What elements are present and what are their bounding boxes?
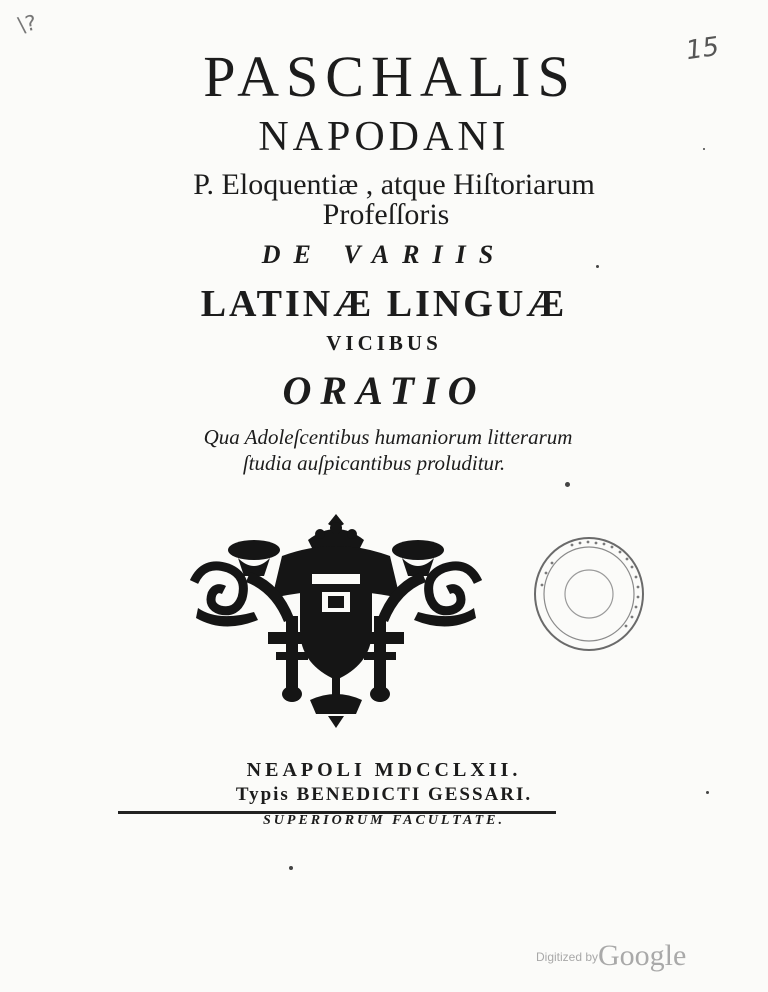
ink-speck [703,148,705,150]
ink-speck [706,791,709,794]
ink-speck [596,265,599,268]
heraldic-coat-of-arms-icon [190,512,482,728]
digitized-by-label: Digitized by [536,950,599,964]
imprint-permission: SUPERIORUM FACULTATE. [263,813,505,828]
handwritten-mark-left: \? [16,10,39,38]
subtitle-line-1: Qua Adoleſcentibus humaniorum litterarum [203,425,573,449]
title-line-3: VICIBUS [326,331,442,355]
author-role-line-2: Profeſſoris [322,198,450,231]
subtitle-line-2: ſtudia auſpicantibus proluditur. [242,451,506,475]
author-first-name: PASCHALIS [203,44,577,109]
library-stamp-icon [532,535,646,653]
author-role-line-1: P. Eloquentiæ , atque Hiſtoriarum [193,168,595,201]
ink-speck [565,482,570,487]
title-line-2: LATINÆ LINGUÆ [200,283,568,325]
imprint-printer: Typis BENEDICTI GESSARI. [235,784,533,805]
imprint-place-year: NEAPOLI MDCCLXII. [246,759,522,781]
genre-heading: ORATIO [282,368,486,413]
title-line-1: DE VARIIS [261,240,507,269]
author-surname: NAPODANI [258,114,510,160]
handwritten-shelf-number: 15 [684,31,722,67]
google-logo: Google [598,939,687,972]
ink-speck [289,866,293,870]
